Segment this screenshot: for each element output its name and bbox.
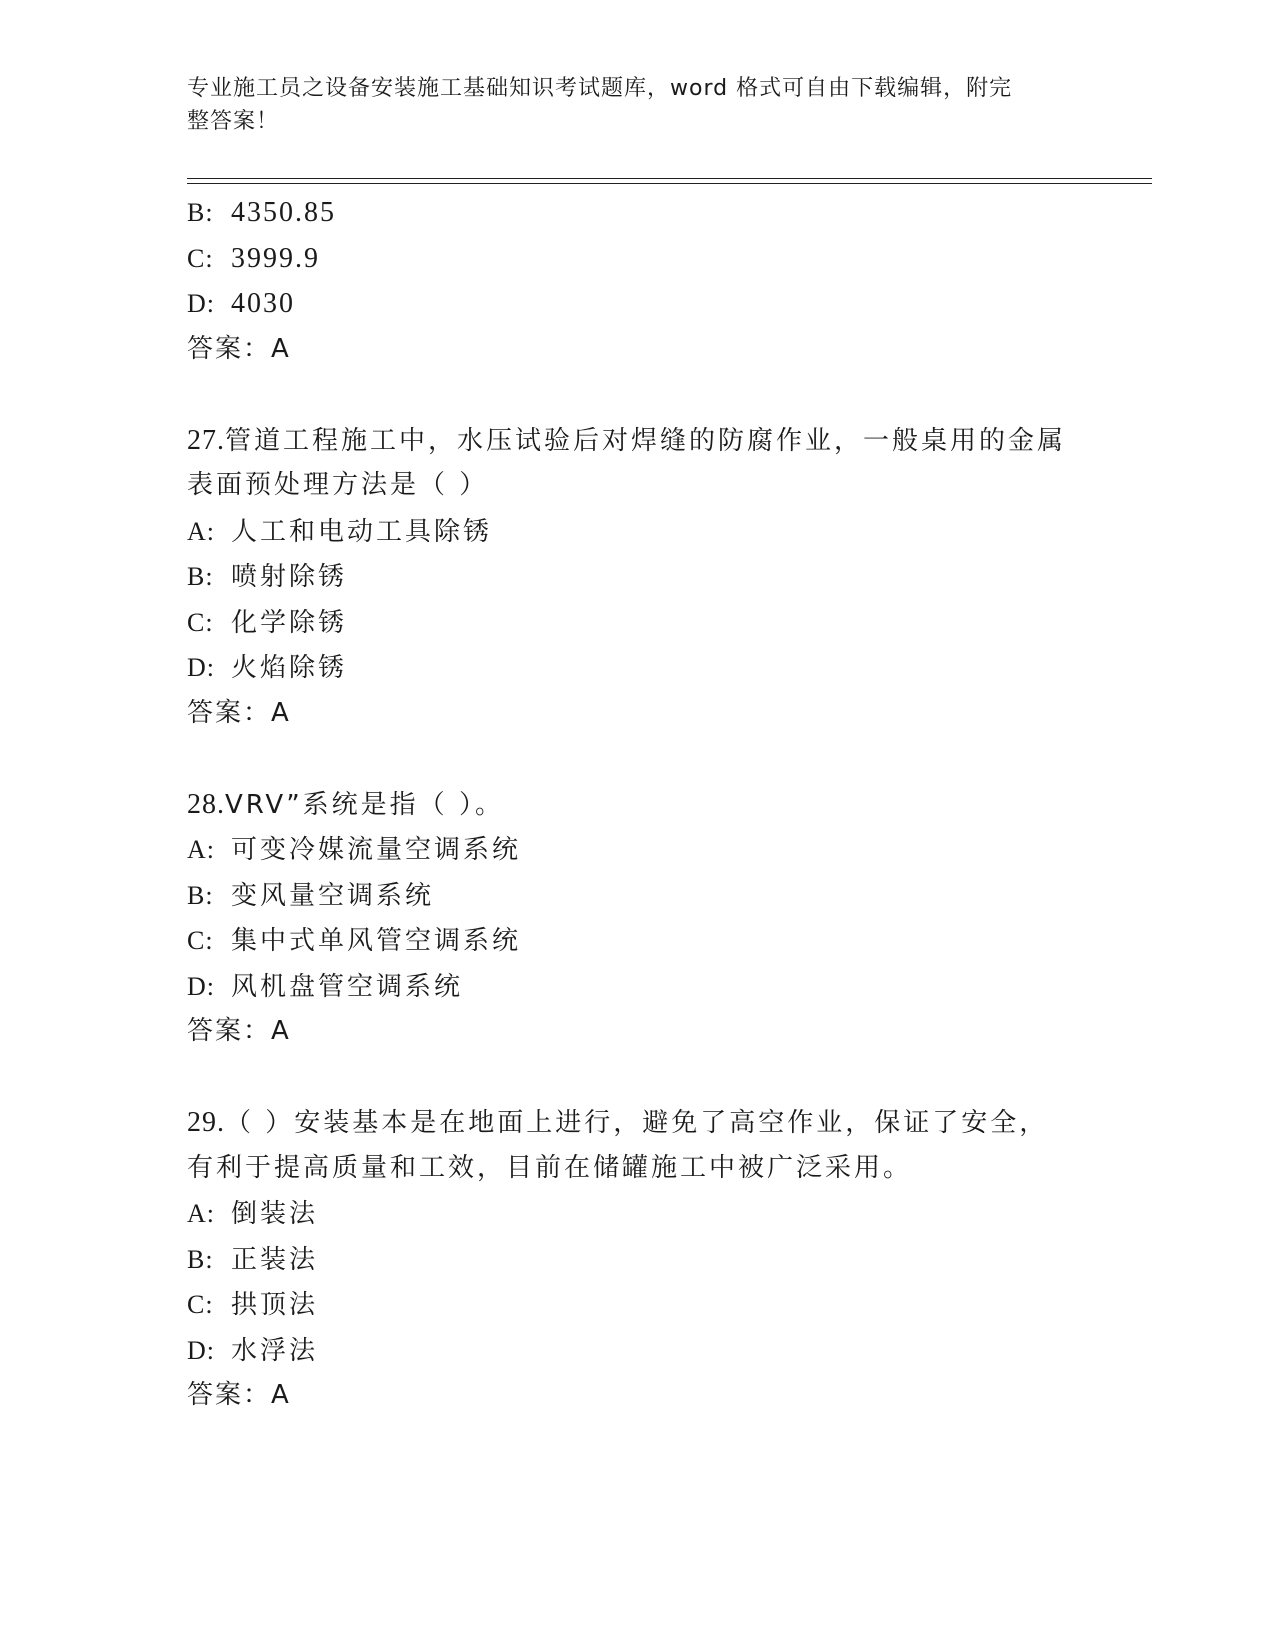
answer-label: 答案： <box>187 1380 272 1410</box>
option-text: 3999.9 <box>231 242 320 274</box>
document-header <box>187 72 1067 138</box>
option-text: 水浮法 <box>231 1335 319 1366</box>
option-text: 拱顶法 <box>231 1290 319 1320</box>
spacer <box>187 736 1087 782</box>
option-text: 4030 <box>231 288 295 319</box>
option-text: 可变冷媒流量空调系统 <box>231 835 522 865</box>
option-b <box>187 873 1087 919</box>
option-d <box>187 645 1087 691</box>
option-c <box>187 1282 1087 1328</box>
question-number: 27. <box>187 424 225 456</box>
question-stem <box>187 782 1087 828</box>
question-stem <box>187 418 1087 464</box>
option-label: C: <box>187 607 214 637</box>
question-content <box>187 190 1087 1419</box>
header-line-1: 专业施工员之设备安装施工基础知识考试题库，word 格式可自由下载编辑，附完 <box>187 76 1013 101</box>
header-divider-top <box>187 178 1152 179</box>
spacer <box>187 1055 1087 1101</box>
header-line-2: 整答案！ <box>187 109 280 134</box>
spacer <box>187 372 1087 418</box>
option-a <box>187 827 1087 873</box>
option-text: 变风量空调系统 <box>231 880 435 911</box>
answer-line <box>187 1373 1087 1419</box>
question-27 <box>187 418 1087 737</box>
question-stem-continued <box>187 1146 1087 1192</box>
option-c <box>187 236 1087 282</box>
option-label: B: <box>187 198 214 227</box>
option-label: B: <box>187 1244 214 1274</box>
option-label: D: <box>187 971 215 1001</box>
answer-value: A <box>271 333 291 364</box>
option-text: 喷射除锈 <box>231 562 348 592</box>
answer-label: 答案： <box>187 333 272 364</box>
option-label: D: <box>187 289 215 318</box>
question-number: 29. <box>187 1107 225 1138</box>
question-stem-line-1: VRV”系统是指（ ）。 <box>225 789 504 820</box>
option-b <box>187 190 1087 236</box>
answer-value: A <box>271 1016 291 1046</box>
option-text: 正装法 <box>231 1244 319 1275</box>
option-d <box>187 964 1087 1010</box>
question-stem-line-1: 管道工程施工中，水压试验后对焊缝的防腐作业，一般桌用的金属 <box>225 425 1067 456</box>
question-stem-line-1: （ ）安装基本是在地面上进行，避免了高空作业，保证了安全， <box>225 1108 1049 1138</box>
option-c <box>187 918 1087 964</box>
answer-line <box>187 691 1087 737</box>
question-stem-line-2: 有利于提高质量和工效，目前在储罐施工中被广泛采用。 <box>187 1152 913 1183</box>
question-28 <box>187 782 1087 1055</box>
option-c <box>187 600 1087 646</box>
carryover-block <box>187 190 1087 372</box>
question-number: 28. <box>187 788 225 820</box>
option-b <box>187 1237 1087 1283</box>
option-text: 化学除锈 <box>231 607 348 638</box>
answer-line <box>187 1009 1087 1055</box>
option-d <box>187 1328 1087 1374</box>
option-a <box>187 509 1087 555</box>
option-label: C: <box>187 243 214 273</box>
option-label: C: <box>187 1290 214 1319</box>
option-label: A: <box>187 1199 215 1228</box>
option-a <box>187 1191 1087 1237</box>
answer-label: 答案： <box>187 1016 272 1046</box>
answer-line <box>187 327 1087 373</box>
option-label: D: <box>187 653 215 682</box>
question-stem <box>187 1100 1087 1146</box>
question-stem-continued <box>187 463 1087 509</box>
question-29 <box>187 1100 1087 1419</box>
option-b <box>187 554 1087 600</box>
option-d <box>187 281 1087 327</box>
option-label: A: <box>187 516 215 546</box>
option-text: 火焰除锈 <box>231 653 348 683</box>
option-text: 人工和电动工具除锈 <box>231 516 493 547</box>
option-text: 4350.85 <box>231 197 336 228</box>
option-text: 集中式单风管空调系统 <box>231 926 522 956</box>
option-text: 风机盘管空调系统 <box>231 971 464 1002</box>
option-label: C: <box>187 926 214 955</box>
option-text: 倒装法 <box>231 1199 319 1229</box>
option-label: D: <box>187 1335 215 1365</box>
answer-value: A <box>271 1380 291 1410</box>
answer-value: A <box>271 697 291 728</box>
option-label: A: <box>187 835 215 864</box>
answer-label: 答案： <box>187 697 272 728</box>
header-divider-bottom <box>187 183 1152 184</box>
option-label: B: <box>187 562 214 591</box>
option-label: B: <box>187 880 214 910</box>
question-stem-line-2: 表面预处理方法是（ ） <box>187 470 489 500</box>
